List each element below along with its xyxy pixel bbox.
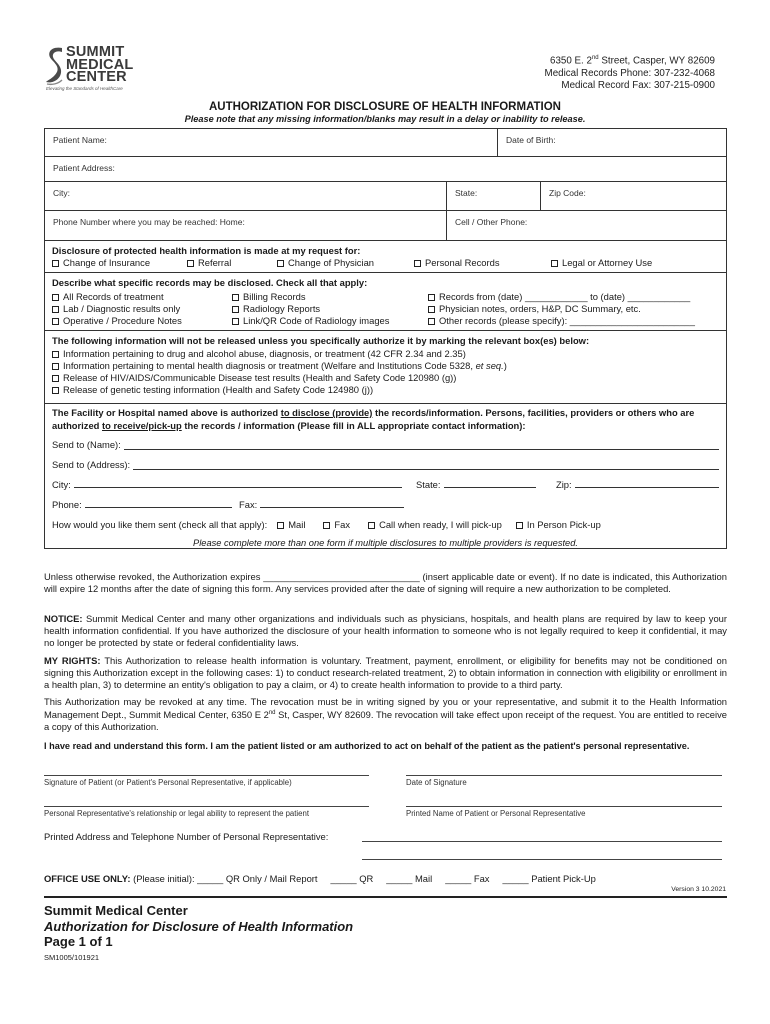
- authorization-form: [44, 128, 727, 549]
- footer-page-number: Page 1 of 1: [44, 934, 113, 949]
- summit-s-mark-icon: [44, 44, 66, 88]
- checkbox-personal-records[interactable]: Personal Records: [414, 257, 551, 269]
- zip-field[interactable]: Zip Code:: [540, 182, 726, 210]
- send-to-address-field[interactable]: Send to (Address):: [52, 455, 719, 475]
- office-use-only: OFFICE USE ONLY: (Please initial): _____ QR Only / Mail Report _____ QR _____ Mail _____ Fax _____ Patient Pick-Up: [44, 873, 596, 884]
- rights-paragraph: MY RIGHTS: This Authorization to release health information is voluntary. Treatment, payment, enrollment, or eligibility for benefits may not be conditioned on signing this Authorization except in the following cases: 1) to conduct research-related treatment, 2) to obtain information in connection with eligibility or enrollment in a health plan, 3) to determine an entity's obligation to pay a claim, or 4) to create health information to provide to a third party.: [44, 655, 727, 690]
- records-phone: Medical Records Phone: 307-232-4068: [544, 67, 715, 79]
- attestation-statement: I have read and understand this form. I am the patient listed or am authorized to act on behalf of the patient as the patient's personal representative.: [44, 741, 690, 751]
- checkbox-billing-records[interactable]: Billing Records: [232, 291, 428, 303]
- facility-address: 6350 E. 2nd Street, Casper, WY 82609 Medical Records Phone: 307-232-4068 Medical Record Fax: 307-215-0900: [544, 55, 715, 92]
- representative-relationship-line[interactable]: Personal Representative's relationship or legal ability to represent the patient: [44, 806, 369, 819]
- checkbox-change-physician[interactable]: Change of Physician: [277, 257, 414, 269]
- checkbox-records-date-range[interactable]: Records from (date) ____________ to (date) ____________: [428, 291, 719, 303]
- summit-logo: [44, 44, 154, 94]
- sensitive-info-section: [45, 331, 726, 404]
- disclosure-heading: Disclosure of protected health information is made at my request for:: [52, 245, 361, 257]
- footer-doc-title: Authorization for Disclosure of Health Information: [44, 918, 354, 934]
- checkbox-legal-attorney[interactable]: Legal or Attorney Use: [551, 257, 652, 269]
- recipient-intro: The Facility or Hospital named above is authorized to disclose (provide) the records/information. Persons, facilities, providers or others who are authorized to receive/pick-up the records / information (Please fill in ALL appropriate contact information):: [52, 407, 695, 431]
- checkbox-physician-notes[interactable]: Physician notes, orders, H&P, DC Summary, etc.: [428, 303, 719, 315]
- printed-name-line[interactable]: Printed Name of Patient or Personal Representative: [406, 806, 722, 819]
- revocation-paragraph: This Authorization may be revoked at any time. The revocation must be in writing signed by you or your representative, and submit it to the Health Information Management Dept., Summit Medical Center, 6350 E 2nd St, Casper, WY 82609. The revocation will take effect upon receipt of the request. You are entitled to receive a copy of this Authorization.: [44, 696, 727, 732]
- checkbox-call-pickup[interactable]: Call when ready, I will pick-up: [368, 519, 502, 531]
- checkbox-other-records[interactable]: Other records (please specify): ________________________: [428, 315, 719, 327]
- multiple-disclosure-note: Please complete more than one form if multiple disclosures to multiple providers is requested.: [193, 538, 578, 548]
- city-field[interactable]: City:: [53, 188, 70, 198]
- notice-paragraph: NOTICE: Summit Medical Center and many other organizations and individuals such as physicians, hospitals, and health plans are required by law to keep your health information confidential. If you have authorized the disclosure of your health information to someone who is not legally required to keep it confidential, it may no longer be protected by state or federal confidentiality laws.: [44, 613, 727, 648]
- logo-wordmark: SUMMIT MEDICAL CENTER: [66, 44, 134, 85]
- form-subtitle: Please note that any missing information/blanks may result in a delay or inability to release.: [184, 114, 586, 124]
- checkbox-lab-results[interactable]: Lab / Diagnostic results only: [52, 303, 232, 315]
- checkbox-genetic-testing[interactable]: Release of genetic testing information (Health and Safety Code 124980 (j)): [52, 384, 719, 396]
- dob-field[interactable]: Date of Birth:: [497, 129, 726, 156]
- recipient-state-field[interactable]: State:: [416, 479, 536, 491]
- recipient-city-field[interactable]: City:: [52, 479, 402, 491]
- version-label: Version 3 10.2021: [671, 886, 726, 893]
- records-section: [45, 273, 726, 331]
- footer-org: Summit Medical Center: [44, 903, 188, 918]
- expiration-paragraph: Unless otherwise revoked, the Authorization expires ______________________________ (insert applicable date or event). If no date is indicated, this Authorization will expire 12 months after the date of signing this form. Any services provided after the date of signing will require a new authorization to be completed.: [44, 571, 727, 594]
- printed-address-line-2[interactable]: [362, 859, 722, 860]
- patient-address-field[interactable]: Patient Address:: [53, 163, 115, 173]
- signature-date-line[interactable]: Date of Signature: [406, 775, 722, 788]
- state-field[interactable]: State:: [446, 182, 540, 210]
- checkbox-all-records[interactable]: All Records of treatment: [52, 291, 232, 303]
- recipient-phone-field[interactable]: Phone:: [52, 499, 232, 511]
- checkbox-radiology-link[interactable]: Link/QR Code of Radiology images: [232, 315, 428, 327]
- disclosure-purpose-section: [45, 241, 726, 273]
- printed-address-label: Printed Address and Telephone Number of Personal Representative:: [44, 831, 329, 842]
- sensitive-heading: The following information will not be released unless you specifically authorize it by marking the relevant box(es) below:: [52, 335, 590, 347]
- footer-divider: [44, 896, 727, 898]
- delivery-method-label: How would you like them sent (check all that apply):: [52, 519, 268, 531]
- home-phone-field[interactable]: Phone Number where you may be reached: Home:: [53, 217, 245, 227]
- patient-signature-line[interactable]: Signature of Patient (or Patient's Personal Representative, if applicable): [44, 775, 369, 788]
- page-footer: [44, 903, 353, 965]
- checkbox-operative-notes[interactable]: Operative / Procedure Notes: [52, 315, 232, 327]
- checkbox-radiology-reports[interactable]: Radiology Reports: [232, 303, 428, 315]
- records-heading: Describe what specific records may be disclosed. Check all that apply:: [52, 277, 368, 289]
- footer-form-code: SM1005/101921: [44, 952, 100, 962]
- checkbox-drug-alcohol[interactable]: Information pertaining to drug and alcohol abuse, diagnosis, or treatment (42 CFR 2.34 and 2.35): [52, 348, 719, 360]
- send-to-name-field[interactable]: Send to (Name):: [52, 435, 719, 455]
- printed-address-line-1[interactable]: [362, 841, 722, 842]
- checkbox-send-fax[interactable]: Fax: [323, 519, 350, 531]
- patient-name-field[interactable]: Patient Name:: [53, 135, 107, 145]
- checkbox-referral[interactable]: Referral: [187, 257, 277, 269]
- checkbox-hiv-aids[interactable]: Release of HIV/AIDS/Communicable Disease test results (Health and Safety Code 120980 (g)): [52, 372, 719, 384]
- checkbox-change-insurance[interactable]: Change of Insurance: [52, 257, 187, 269]
- form-title: AUTHORIZATION FOR DISCLOSURE OF HEALTH INFORMATION: [208, 101, 561, 113]
- checkbox-send-mail[interactable]: Mail: [277, 519, 305, 531]
- checkbox-in-person-pickup[interactable]: In Person Pick-up: [516, 519, 601, 531]
- checkbox-mental-health[interactable]: Information pertaining to mental health diagnosis or treatment (Welfare and Institutions Code 5328, et seq. ): [52, 360, 719, 372]
- recipient-fax-field[interactable]: Fax:: [239, 499, 404, 511]
- recipient-section: [45, 404, 726, 548]
- cell-phone-field[interactable]: Cell / Other Phone:: [446, 211, 726, 240]
- recipient-zip-field[interactable]: Zip:: [556, 479, 719, 491]
- logo-tagline: Elevating the Standards of HealthCare: [46, 86, 123, 91]
- records-fax: Medical Record Fax: 307-215-0900: [561, 80, 715, 92]
